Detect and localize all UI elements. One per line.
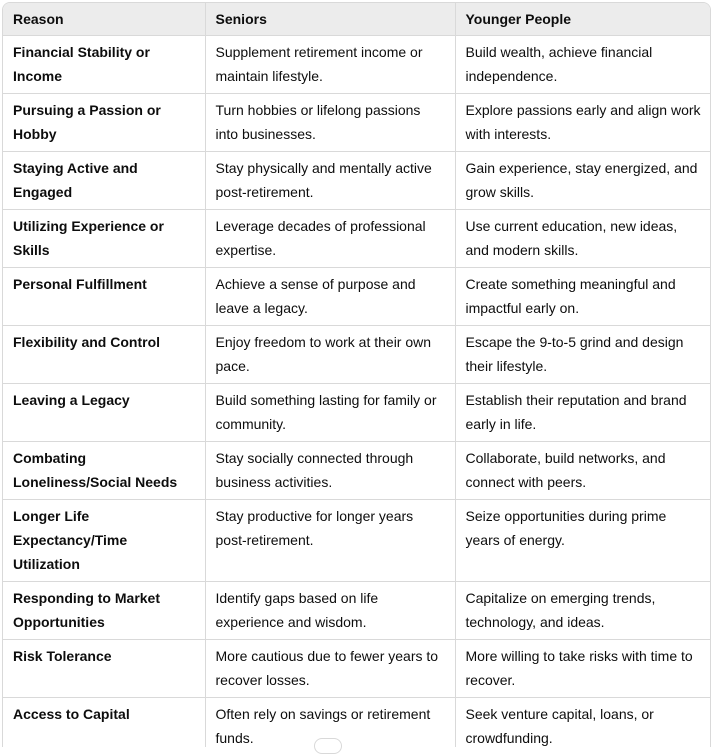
table-row — [3, 384, 711, 442]
table-row — [3, 326, 711, 384]
reason-cell: Utilizing Experience or Skills — [3, 210, 205, 268]
seniors-cell: Identify gaps based on life experience and wisdom. — [205, 582, 455, 640]
seniors-cell: More cautious due to fewer years to recover losses. — [205, 640, 455, 698]
younger-cell: Create something meaningful and impactful early on. — [455, 268, 711, 326]
table-row — [3, 582, 711, 640]
seniors-cell: Often rely on savings or retirement funds. — [205, 698, 455, 748]
reason-cell: Access to Capital — [3, 698, 205, 748]
table-header-row — [3, 3, 711, 36]
reason-cell: Responding to Market Opportunities — [3, 582, 205, 640]
reason-cell: Flexibility and Control — [3, 326, 205, 384]
younger-cell: Seek venture capital, loans, or crowdfunding. — [465, 706, 654, 746]
seniors-cell: Stay socially connected through business activities. — [205, 442, 455, 500]
comparison-table-container — [2, 2, 711, 747]
younger-cell: Use current education, new ideas, and modern skills. — [455, 210, 711, 268]
table-row — [3, 152, 711, 210]
younger-cell: Seize opportunities during prime years of energy. — [455, 500, 711, 582]
younger-cell: Gain experience, stay energized, and grow skills. — [455, 152, 711, 210]
younger-cell: Establish their reputation and brand early in life. — [455, 384, 711, 442]
table-row — [3, 94, 711, 152]
reason-cell: Pursuing a Passion or Hobby — [3, 94, 205, 152]
seniors-cell: Achieve a sense of purpose and leave a legacy. — [205, 268, 455, 326]
header-seniors: Seniors — [205, 3, 455, 36]
reason-cell: Leaving a Legacy — [3, 384, 205, 442]
table-row — [3, 698, 711, 748]
reason-cell: Risk Tolerance — [3, 640, 205, 698]
younger-cell: Collaborate, build networks, and connect with peers. — [455, 442, 711, 500]
seniors-cell: Build something lasting for family or community. — [205, 384, 455, 442]
younger-cell: Escape the 9-to-5 grind and design their lifestyle. — [455, 326, 711, 384]
seniors-cell: Supplement retirement income or maintain lifestyle. — [205, 36, 455, 94]
reason-cell: Longer Life Expectancy/Time Utilization — [3, 500, 205, 582]
seniors-cell: Stay physically and mentally active post-retirement. — [205, 152, 455, 210]
reason-cell: Financial Stability or Income — [3, 36, 205, 94]
comparison-table — [3, 3, 711, 747]
younger-cell: More willing to take risks with time to recover. — [455, 640, 711, 698]
seniors-cell: Turn hobbies or lifelong passions into businesses. — [205, 94, 455, 152]
table-row — [3, 210, 711, 268]
table-row — [3, 442, 711, 500]
scroll-down-button[interactable] — [314, 738, 342, 754]
table-row — [3, 640, 711, 698]
younger-cell: Build wealth, achieve financial independence. — [455, 36, 711, 94]
reason-cell: Combating Loneliness/Social Needs — [3, 442, 205, 500]
reason-cell: Staying Active and Engaged — [3, 152, 205, 210]
table-row — [3, 500, 711, 582]
younger-cell: Explore passions early and align work with interests. — [455, 94, 711, 152]
header-younger-people: Younger People — [455, 3, 711, 36]
younger-cell: Capitalize on emerging trends, technology, and ideas. — [455, 582, 711, 640]
table-row — [3, 268, 711, 326]
reason-cell: Personal Fulfillment — [3, 268, 205, 326]
seniors-cell: Stay productive for longer years post-retirement. — [205, 500, 455, 582]
table-row — [3, 36, 711, 94]
seniors-cell: Enjoy freedom to work at their own pace. — [205, 326, 455, 384]
header-reason: Reason — [3, 3, 205, 36]
seniors-cell: Leverage decades of professional expertise. — [205, 210, 455, 268]
